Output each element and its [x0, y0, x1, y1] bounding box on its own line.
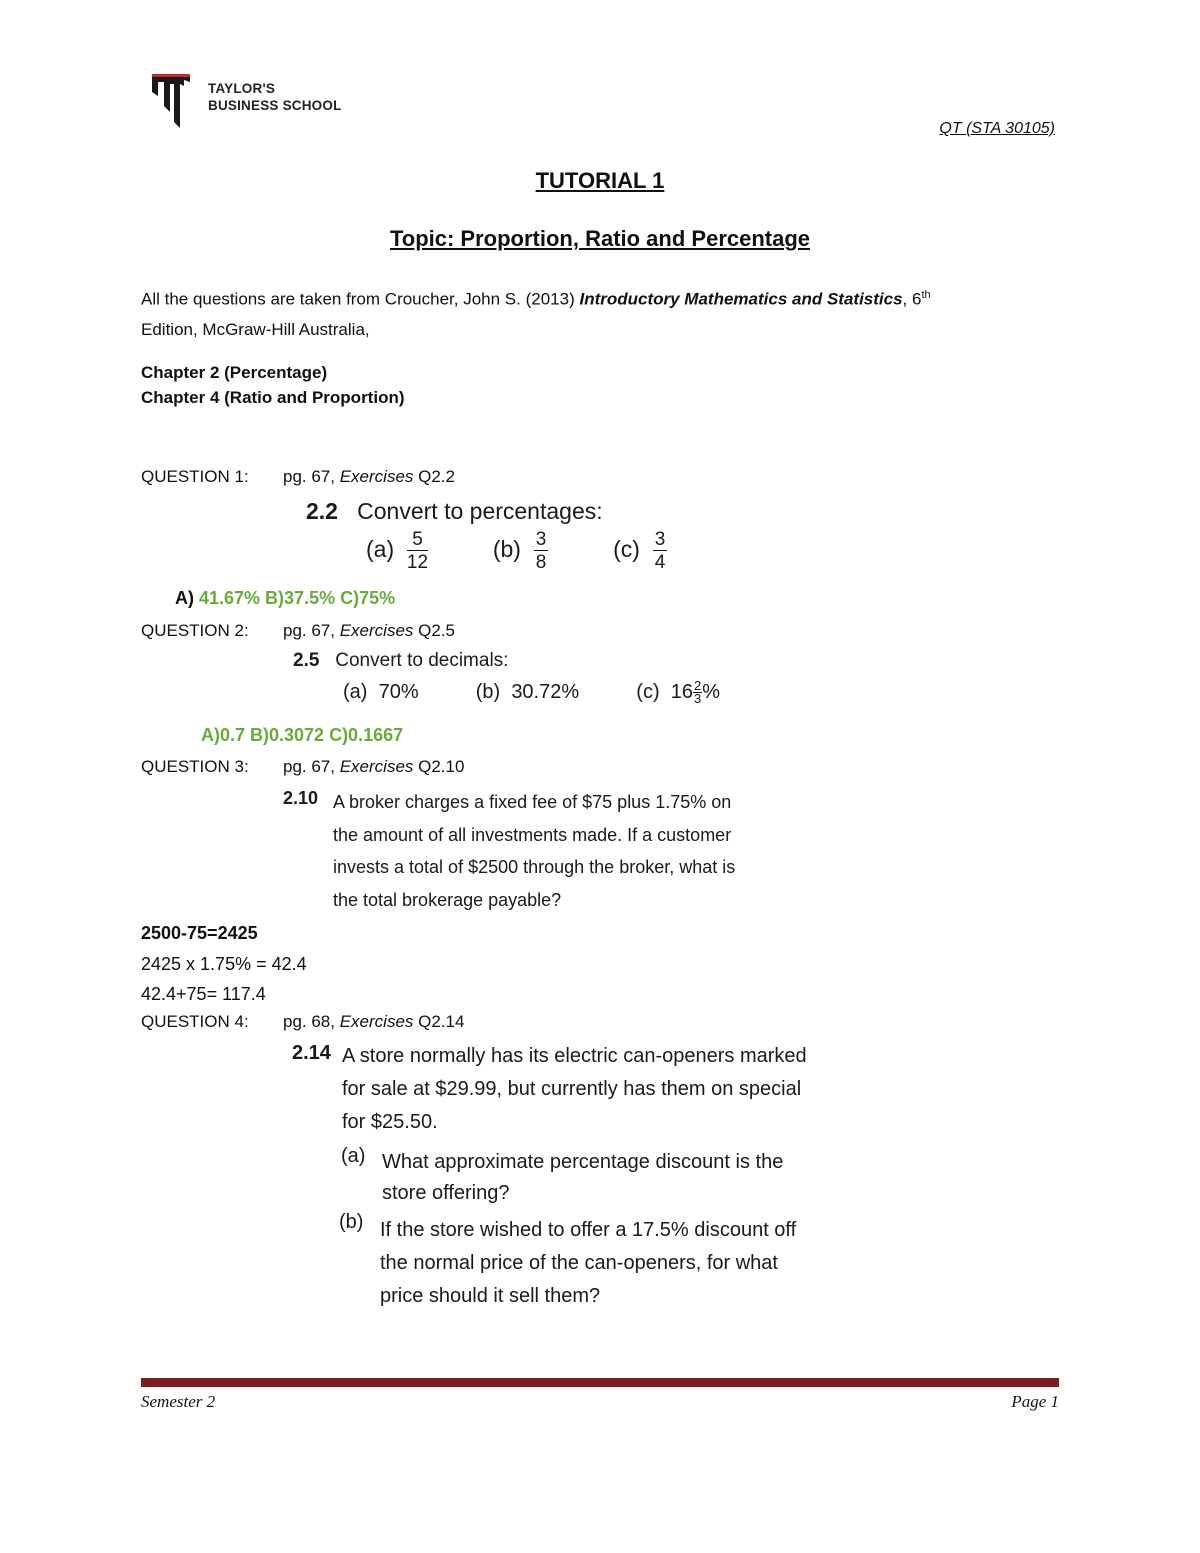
ref-post: Q2.14 — [413, 1012, 465, 1031]
footer-semester: Semester 2 — [141, 1392, 216, 1411]
exercise-line: the amount of all investments made. If a customer — [333, 824, 732, 845]
fraction-den: 4 — [654, 552, 666, 573]
part-a-value: 70% — [378, 681, 419, 704]
exercise-2-2-heading — [306, 498, 603, 525]
ref-italic: Exercises — [339, 467, 414, 486]
question-4-ref — [283, 1012, 464, 1032]
topic-title: Topic: Proportion, Ratio and Percentage — [389, 226, 811, 251]
fraction-den: 3 — [693, 691, 702, 707]
course-code: QT (STA 30105) — [939, 120, 1055, 137]
part-a-label: (a) — [366, 536, 395, 563]
logo-emblem-icon — [150, 72, 196, 130]
part-c-label: (c) — [613, 536, 640, 563]
question-2-ref — [283, 621, 455, 641]
ref-post: Q2.5 — [413, 621, 455, 640]
question-1-label: QUESTION 1: — [141, 467, 249, 486]
intro-sup: th — [921, 289, 931, 301]
fraction-den: 12 — [406, 552, 429, 573]
part-c-percent: % — [702, 681, 721, 704]
exercise-2-14-a-text — [382, 1147, 783, 1209]
answer-text: 41.67% B)37.5% C)75% — [194, 588, 396, 608]
fraction-c — [693, 680, 702, 706]
question-3-working — [141, 918, 307, 1010]
question-2-label: QUESTION 2: — [141, 621, 249, 640]
chapter-item: Chapter 2 (Percentage) — [141, 363, 328, 382]
ref-italic: Exercises — [339, 621, 414, 640]
fraction-num: 5 — [407, 530, 428, 551]
part-c-label: (c) — [636, 681, 660, 704]
fraction-den: 8 — [535, 552, 547, 573]
logo-line-2: BUSINESS SCHOOL — [208, 98, 342, 113]
exercise-2-2-parts — [366, 530, 667, 572]
part-b-value: 30.72% — [511, 681, 580, 704]
ref-pre: pg. 67, — [283, 621, 340, 640]
exercise-2-14-b-text — [380, 1214, 796, 1313]
exercise-text: Convert to decimals: — [335, 650, 509, 671]
answer-label: A) — [175, 588, 194, 608]
exercise-text: Convert to percentages: — [357, 498, 603, 524]
intro-suffix: , 6 — [902, 289, 922, 309]
exercise-2-10-number: 2.10 — [283, 788, 319, 808]
fraction-c — [653, 530, 668, 572]
exercise-number: 2.2 — [306, 498, 338, 524]
exercise-line: price should it sell them? — [380, 1285, 601, 1307]
exercise-line: the total brokerage payable? — [333, 889, 562, 910]
exercise-2-10-text — [333, 786, 735, 916]
fraction-b — [534, 530, 549, 572]
exercise-line: What approximate percentage discount is the — [382, 1151, 784, 1173]
exercise-2-14-a-label: (a) — [341, 1145, 366, 1167]
exercise-line: invests a total of $2500 through the broker, what is — [333, 857, 736, 877]
exercise-number: 2.5 — [293, 650, 320, 671]
fraction-num: 2 — [693, 678, 702, 693]
exercise-2-5-heading — [293, 650, 508, 672]
ref-pre: pg. 67, — [283, 467, 340, 486]
part-b-label: (b) — [492, 536, 521, 563]
working-line: 2425 x 1.75% = 42.4 — [141, 953, 307, 974]
exercise-line: A broker charges a fixed fee of $75 plus 1.75% on — [333, 792, 732, 812]
exercise-line: If the store wished to offer a 17.5% discount off — [380, 1219, 797, 1241]
exercise-line: for $25.50. — [342, 1111, 438, 1133]
ref-italic: Exercises — [339, 1012, 414, 1031]
exercise-2-14-number: 2.14 — [292, 1042, 331, 1064]
ref-post: Q2.2 — [413, 467, 455, 486]
footer-page-number: Page 1 — [1011, 1392, 1059, 1411]
exercise-2-14-text — [342, 1040, 807, 1139]
question-3-label: QUESTION 3: — [141, 757, 249, 776]
page-title: TUTORIAL 1 — [535, 168, 665, 193]
intro-line-2: Edition, McGraw-Hill Australia, — [141, 319, 370, 339]
part-c-whole: 16 — [670, 681, 693, 704]
part-a-label: (a) — [343, 681, 368, 704]
question-3-ref — [283, 757, 464, 777]
exercise-line: for sale at $29.99, but currently has them on special — [342, 1078, 802, 1100]
exercise-line: store offering? — [382, 1182, 510, 1204]
chapter-list — [141, 360, 405, 410]
exercise-2-5-parts — [343, 680, 720, 706]
ref-pre: pg. 68, — [283, 1012, 340, 1031]
question-2-answer: A)0.7 B)0.3072 C)0.1667 — [201, 725, 404, 745]
fraction-a — [407, 530, 428, 572]
fraction-num: 3 — [654, 529, 666, 550]
ref-post: Q2.10 — [413, 757, 465, 776]
question-1-answer — [175, 588, 395, 609]
question-1-ref — [283, 467, 455, 487]
part-b-label: (b) — [475, 681, 501, 704]
working-line: 2500-75=2425 — [141, 923, 258, 943]
intro-prefix: All the questions are taken from Croucher, John S. (2013) — [141, 289, 580, 309]
working-line: 42.4+75= 117.4 — [141, 984, 266, 1004]
intro-book-title: Introductory Mathematics and Statistics — [579, 289, 903, 309]
logo-text — [208, 80, 342, 114]
exercise-2-14-b-label: (b) — [339, 1211, 364, 1233]
exercise-line: A store normally has its electric can-openers marked — [342, 1045, 807, 1067]
ref-pre: pg. 67, — [283, 757, 340, 776]
logo-line-1: TAYLOR'S — [208, 81, 276, 96]
footer-divider — [141, 1378, 1059, 1387]
exercise-line: the normal price of the can-openers, for what — [380, 1252, 778, 1274]
question-4-label: QUESTION 4: — [141, 1012, 249, 1031]
fraction-num: 3 — [535, 529, 547, 550]
ref-italic: Exercises — [339, 757, 414, 776]
chapter-item: Chapter 4 (Ratio and Proportion) — [141, 388, 405, 407]
intro-paragraph — [141, 280, 1071, 345]
